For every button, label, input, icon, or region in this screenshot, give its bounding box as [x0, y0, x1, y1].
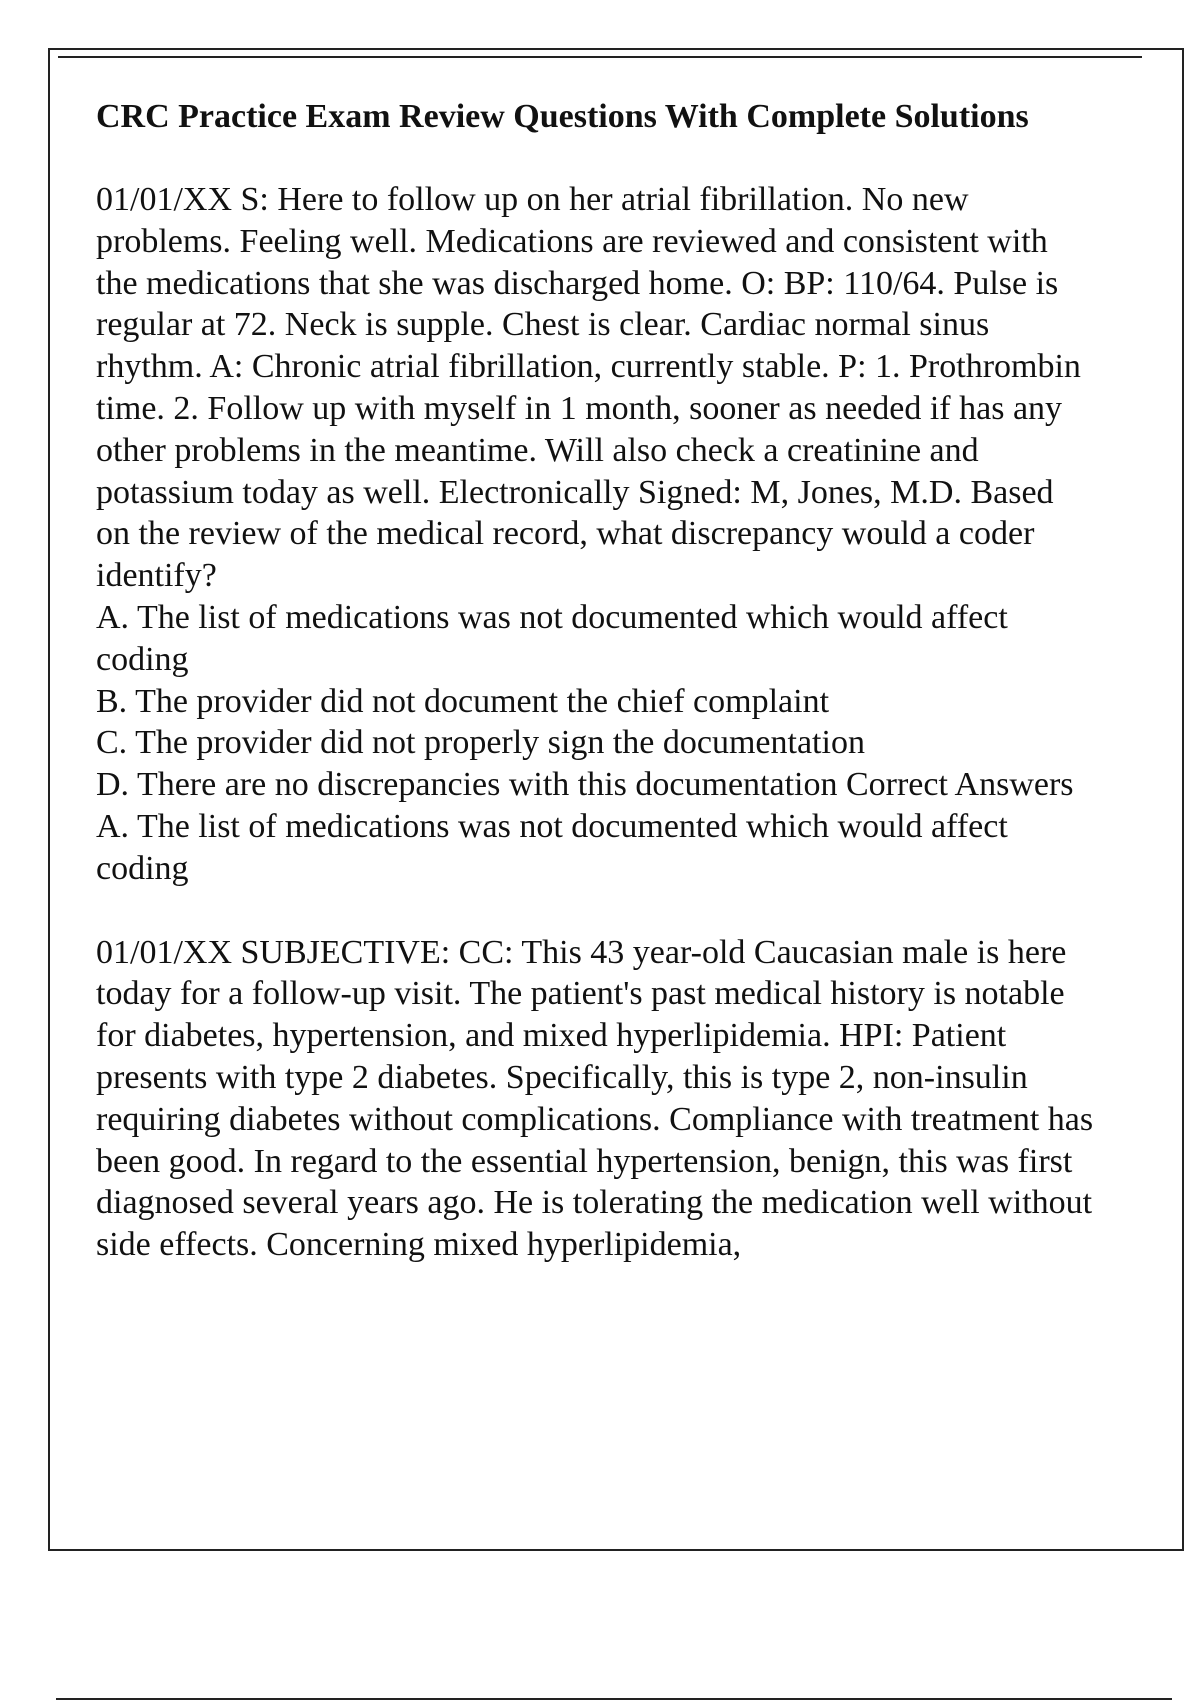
top-rule — [58, 56, 1142, 58]
question-1-answer: A. The list of medications was not documented which would affect coding — [96, 807, 1008, 887]
question-2 — [96, 932, 1096, 1266]
question-1-option-c: C. The provider did not properly sign the documentation — [96, 724, 865, 762]
document-content — [96, 96, 1096, 1308]
question-1-option-b: B. The provider did not document the chief complaint — [96, 682, 830, 720]
question-2-stem: 01/01/XX SUBJECTIVE: CC: This 43 year-old Caucasian male is here today for a follow-up visit. The patient's past medical history is notable for diabetes, hypertension, and mixed hyperlipidemia. HPI: Patient presents with type 2 diabetes. Specifically, this is type 2, non-insulin requiring diabetes without complications. Compliance with treatment has been good. In regard to the essential hypertension, benign, this was first diagnosed several years ago. He is tolerating the medication well without side effects. Concerning mixed hyperlipidemia, — [96, 933, 1094, 1264]
question-1-option-d-and-answer — [96, 764, 1096, 889]
question-1-option-a: A. The list of medications was not documented which would affect coding — [96, 598, 1008, 678]
document-title: CRC Practice Exam Review Questions With Complete Solutions — [96, 98, 1029, 135]
question-1-stem: 01/01/XX S: Here to follow up on her atrial fibrillation. No new problems. Feeling well. Medications are reviewed and consistent with the medications that she was discharged home. O: BP: 110/64. Pulse is regular at 72. Neck is supple. Chest is clear. Cardiac normal sinus rhythm. A: Chronic atrial fibrillation, currently stable. P: 1. Prothrombin time. 2. Follow up with myself in 1 month, sooner as needed if has any other problems in the meantime. Will also check a creatinine and potassium today as well. Electronically Signed: M, Jones, M.D. Based on the review of the medical record, what discrepancy would a coder identify? — [96, 181, 1081, 595]
question-1 — [96, 179, 1096, 890]
question-1-option-d: D. There are no discrepancies with this documentation — [96, 766, 838, 804]
answer-label: Correct Answers — [845, 766, 1074, 804]
